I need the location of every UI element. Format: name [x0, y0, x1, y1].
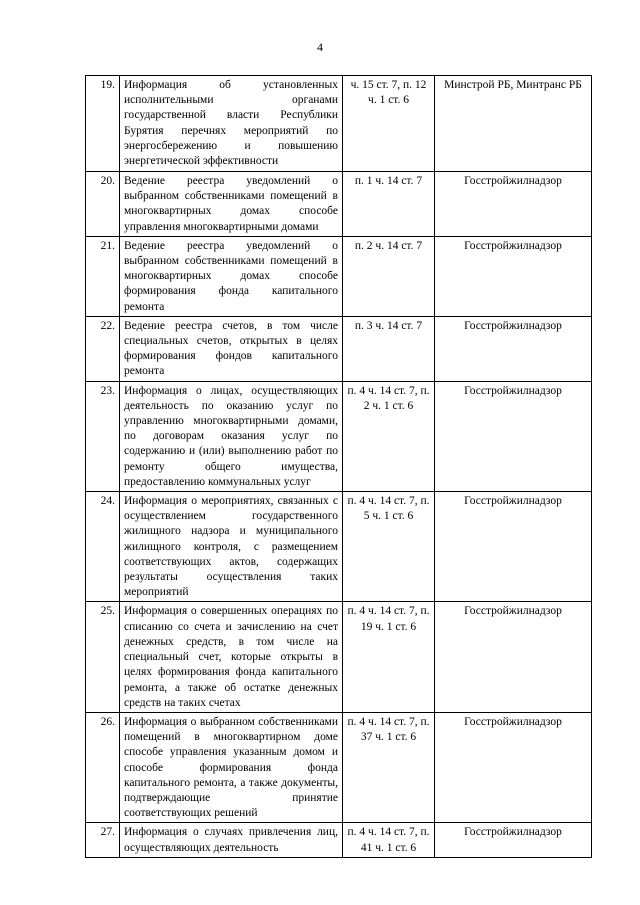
row-responsible-body: Госстройжилнадзор [435, 316, 592, 381]
row-law-reference: п. 3 ч. 14 ст. 7 [343, 316, 435, 381]
row-law-reference: ч. 15 ст. 7, п. 12 ч. 1 ст. 6 [343, 76, 435, 172]
table-row [86, 76, 592, 172]
row-number: 19. [86, 76, 120, 172]
row-number: 25. [86, 602, 120, 712]
row-responsible-body: Минстрой РБ, Минтранс РБ [435, 76, 592, 172]
row-responsible-body: Госстройжилнадзор [435, 172, 592, 237]
row-law-reference: п. 4 ч. 14 ст. 7, п. 19 ч. 1 ст. 6 [343, 602, 435, 712]
page-number: 4 [317, 40, 323, 54]
row-description: Ведение реестра уведомлений о выбранном собственниками помещений в многоквартирных домах способе формирования фонда капитального ремонта [120, 236, 343, 316]
row-description: Ведение реестра счетов, в том числе специальных счетов, открытых в целях формирования фондов капитального ремонта [120, 316, 343, 381]
row-description: Информация о лицах, осуществляющих деятельность по оказанию услуг по управлению многоквартирными домами, по договорам оказания услуг по содержанию и (или) выполнению работ по ремонту общего имущества, предоставлению коммунальных услуг [120, 381, 343, 491]
row-number: 23. [86, 381, 120, 491]
row-law-reference: п. 1 ч. 14 ст. 7 [343, 172, 435, 237]
table-row [86, 172, 592, 237]
row-law-reference: п. 4 ч. 14 ст. 7, п. 5 ч. 1 ст. 6 [343, 492, 435, 602]
row-law-reference: п. 4 ч. 14 ст. 7, п. 2 ч. 1 ст. 6 [343, 381, 435, 491]
document-table [85, 75, 592, 858]
row-description: Информация об установленных исполнительными органами государственной власти Республики Бурятия перечнях мероприятий по энергосбережению и повышению энергетической эффективности [120, 76, 343, 172]
row-number: 22. [86, 316, 120, 381]
table-row [86, 602, 592, 712]
table-row [86, 381, 592, 491]
row-number: 27. [86, 823, 120, 857]
row-responsible-body: Госстройжилнадзор [435, 236, 592, 316]
row-responsible-body: Госстройжилнадзор [435, 381, 592, 491]
table-row [86, 823, 592, 857]
row-description: Информация о выбранном собственниками помещений в многоквартирном доме способе управления указанным домом и способе формирования фонда капитального ремонта, а также документы, подтверждающие принятие соответствующих решений [120, 712, 343, 822]
row-law-reference: п. 2 ч. 14 ст. 7 [343, 236, 435, 316]
row-number: 26. [86, 712, 120, 822]
row-description: Информация о случаях привлечения лиц, осуществляющих деятельность [120, 823, 343, 857]
row-number: 20. [86, 172, 120, 237]
table-row [86, 712, 592, 822]
row-responsible-body: Госстройжилнадзор [435, 712, 592, 822]
row-description: Ведение реестра уведомлений о выбранном собственниками помещений в многоквартирных домах способе управления многоквартирными домами [120, 172, 343, 237]
row-number: 21. [86, 236, 120, 316]
row-number: 24. [86, 492, 120, 602]
row-law-reference: п. 4 ч. 14 ст. 7, п. 41 ч. 1 ст. 6 [343, 823, 435, 857]
row-responsible-body: Госстройжилнадзор [435, 823, 592, 857]
row-law-reference: п. 4 ч. 14 ст. 7, п. 37 ч. 1 ст. 6 [343, 712, 435, 822]
table-row [86, 236, 592, 316]
table-row [86, 316, 592, 381]
row-description: Информация о совершенных операциях по списанию со счета и зачислению на счет денежных средств, в том числе на специальный счет, которые открыты в целях формирования фонда капитального ремонта, а также об остатке денежных средств на таких счетах [120, 602, 343, 712]
table-row [86, 492, 592, 602]
row-responsible-body: Госстройжилнадзор [435, 602, 592, 712]
row-description: Информация о мероприятиях, связанных с осуществлением государственного жилищного надзора и муниципального жилищного контроля, с размещением соответствующих актов, содержащих результаты осуществления таких мероприятий [120, 492, 343, 602]
row-responsible-body: Госстройжилнадзор [435, 492, 592, 602]
